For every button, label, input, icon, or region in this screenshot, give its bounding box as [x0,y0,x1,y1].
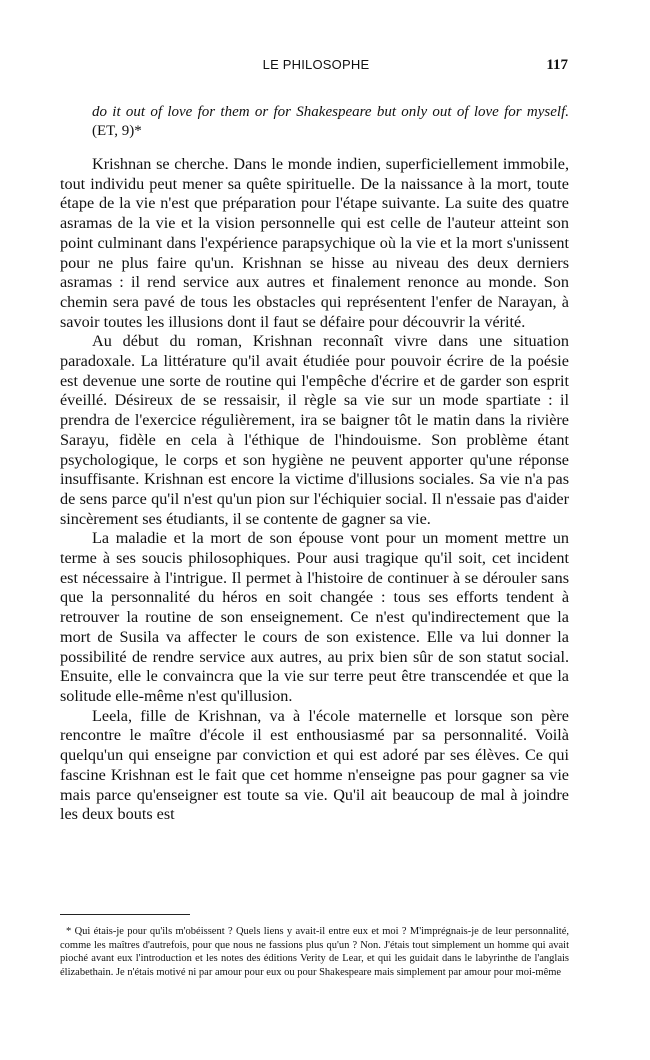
paragraph-2: Au début du roman, Krishnan reconnaît vivre dans une situation paradoxale. La littérature qu'il avait étudiée pour pouvoir écrire de la poésie est devenue une sorte de routine qui l'empêche d'écrire et de garder son esprit éveillé. Désireux de se ressaisir, il règle sa vie sur un mode spartiate : il prendra de l'exercice régulièrement, ira se baigner tôt le matin dans la rivière Sarayu, fidèle en cela à l'éthique de l'hindouisme. Son problème étant psychologique, le corps et son hygiène ne peuvent apporter qu'une réponse insuffisante. Krishnan est encore la victime d'illusions sociales. Sa vie n'a pas de sens parce qu'il n'est qu'un pion sur l'échiquier social. Il n'essaie pas d'aider sincèrement ses étudiants, il se contente de gagner sa vie. [60,332,569,528]
page-header [60,57,572,77]
page-number: 117 [546,57,568,73]
footnote-divider [60,914,190,915]
english-quote [92,103,569,141]
paragraph-1: Krishnan se cherche. Dans le monde indien, superficiellement immobile, tout individu peut mener sa quête spirituelle. De la naissance à la mort, toute étape de la vie n'est que préparation pour l'étape suivante. La suite des quatre asramas de la vie et la vision personnelle qui est celle de l'auteur atteint son point culminant dans l'expérience parapsychique où la vie et la mort s'unissent pour ne plus faire qu'un. Krishnan se hisse au niveau des deux derniers asramas : il rend service aux autres et finalement renonce au monde. Son chemin sera pavé de tous les obstacles qui représentent l'enfer de Narayan, à savoir toutes les illusions dont il faut se défaire pour découvrir la vérité. [60,155,569,331]
quote-text: do it out of love for them or for Shakespeare but only out of love for myself. [92,104,569,120]
main-text [60,103,569,825]
running-title: LE PHILOSOPHE [262,57,370,72]
paragraph-3: La maladie et la mort de son épouse vont pour un moment mettre un terme à ses soucis philosophiques. Pour ausi tragique qu'il soit, cet incident est nécessaire à l'intrigue. Il permet à l'histoire de continuer à se dérouler sans que la personnalité du héros en soit changée : tous ses efforts tendent à retrouver la routine de son enseignement. Ce n'est qu'indirectement que la mort de Susila va affecter le cours de son existence. Elle va lui donner la possibilité de rendre service aux autres, au prix bien sûr de son statut social. Ensuite, elle le convaincra que la vie sur terre peut être transcendée et que la solitude elle-même n'est qu'illusion. [60,529,569,705]
footnote: * Qui étais-je pour qu'ils m'obéissent ? Quels liens y avait-il entre eux et moi ? M'imprégnais-je de leur personnalité, comme les maîtres d'autrefois, pour que nous ne fassions plus qu'un ? Non. J'étais tout simplement un homme qui avait pioché avant eux l'introduction et les notes des éditions Verity de Lear, et qui les guidait dans le labyrinthe de l'anglais élizabethain. Je n'étais motivé ni par amour pour eux ou pour Shakespeare mais simplement par amour pour moi-même [60,926,569,978]
quote-reference: (ET, 9)* [92,123,142,139]
paragraph-4: Leela, fille de Krishnan, va à l'école maternelle et lorsque son père rencontre le maître d'école il est enthousiasmé par sa personnalité. Voilà quelqu'un qui enseigne par conviction et qui est adoré par ses élèves. Ce qui fascine Krishnan est le fait que cet homme n'enseigne pas pour gagner sa vie mais parce qu'enseigner est toute sa vie. Qu'il ait beaucoup de mal à joindre les deux bouts est [60,706,569,824]
